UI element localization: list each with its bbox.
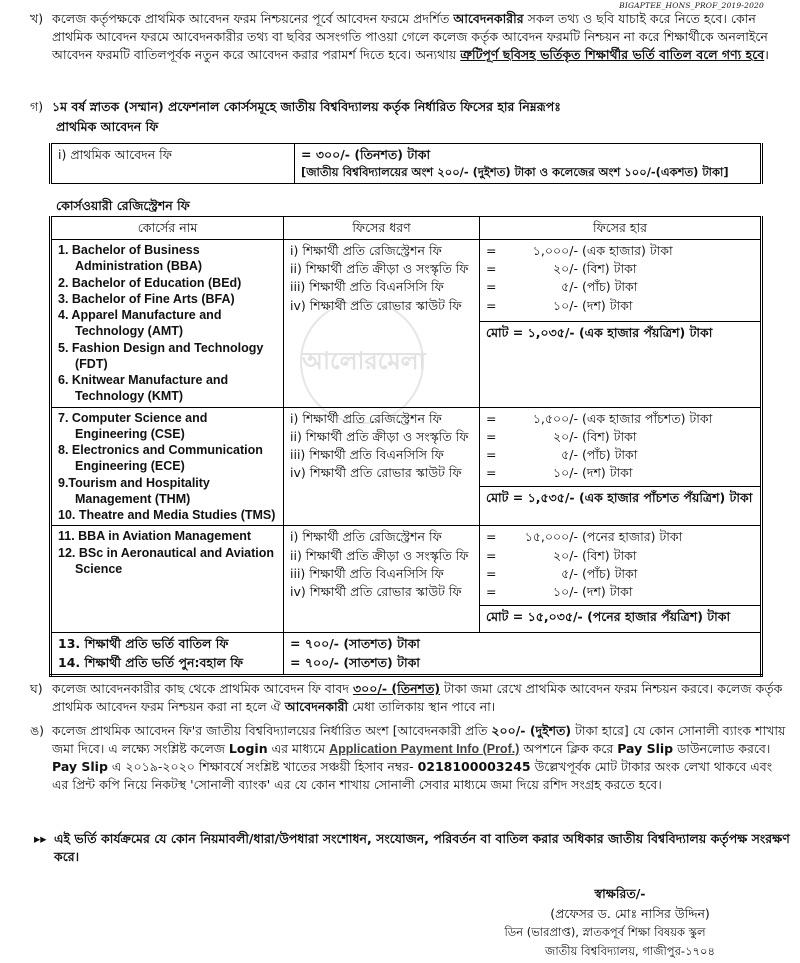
rate-eq: = [486, 465, 497, 480]
course-name: 1. Bachelor of Business Administration (BBA) [58, 243, 203, 274]
course-name: 4. Apparel Manufacture and Technology (AMT) [58, 308, 222, 339]
note-text: এই ভর্তি কার্যক্রমের যে কোন নিয়মাবলী/ধারা/উপধারা সংশোধন, সংযোজন, পরিবর্তন বা বাতিল করার অধিকার জাতীয় বিশ্ববিদ্যালয় কর্তৃপক্ষ সংরক্ষণ করে। [54, 831, 790, 865]
signature-title: ডিন (ভারপ্রাপ্ত), স্নাতকপূর্ব শিক্ষা বিষয়ক স্কুল [504, 925, 706, 939]
para-text: ১ম বর্ষ স্নাতক (সম্মান) প্রফেশনাল কোর্সসমূহে জাতীয় বিশ্ববিদ্যালয় কর্তৃক নির্ধারিত ফিসের হার নিম্নরূপঃ [52, 99, 561, 114]
rate-amount: ৫/- [561, 565, 578, 581]
rate-row [486, 464, 754, 482]
rate-eq: = [486, 410, 497, 426]
bold-text: ২০০/- (দুইশত) [491, 723, 572, 738]
text: সকল তথ্য ও ছবি যাচাই করে নিতে হবে। কোন প্রাথমিক আবেদন ফরমে আবেদনকারীর তথ্য বা ছবির অসংগতি পাওয়া গেলে কলেজ কর্তৃক আবেদন ফরমটি নিশ্চয়ন না করে শিক্ষার্থীকে অনলাইনে আবেদন ফরমটি বাতিলপূর্বক নতুন করে আবেদন করার পরামর্শ দিতে হবে। অন্যথায় [52, 11, 768, 63]
course-name: 9.Tourism and Hospitality Management (THM) [58, 475, 210, 506]
rate-eq: = [486, 297, 497, 313]
rate-words: (দশ) টাকা [582, 465, 633, 480]
signature-name: (প্রফেসর ড. মোঃ নাসির উদ্দিন) [550, 906, 710, 921]
rate-words: (পাঁচ) টাকা [582, 446, 638, 462]
rate-words: (পাঁচ) টাকা [582, 279, 638, 295]
rate-words: (পনের হাজার) টাকা [582, 529, 683, 545]
fee-type: iii) শিক্ষার্থী প্রতি বিএনসিসি ফি [290, 565, 444, 581]
rate-row [486, 242, 754, 260]
para-marker: খ) [30, 11, 44, 26]
prelim-fee-table [49, 143, 763, 184]
rate-eq: = [486, 583, 497, 599]
text: কলেজ আবেদনকারীর কাছ থেকে প্রাথমিক আবেদন ফি বাবদ [52, 681, 353, 696]
extra-labels [51, 633, 284, 675]
fee-type-list [284, 240, 480, 408]
rate-row [486, 278, 754, 296]
rate-eq: = [486, 565, 497, 581]
rate-eq: = [486, 547, 497, 563]
text: মেধা তালিকায় স্থান পাবে না। [348, 699, 496, 715]
rate-row [486, 583, 754, 601]
extra-fee-value: = ৭০০/- (সাতশত) টাকা [290, 654, 420, 670]
fee-type: ii) শিক্ষার্থী প্রতি ক্রীড়া ও সংস্কৃতি ফি [290, 428, 469, 444]
bold-text: ৩০০/- (তিনশত) [352, 681, 441, 696]
bold-text: Pay Slip [52, 759, 108, 775]
rate-amount: ১০/- [553, 297, 578, 313]
para-gha [8, 680, 792, 716]
course-name: 8. Electronics and Communication Engineering (ECE) [58, 443, 263, 474]
fee-type: iv) শিক্ষার্থী প্রতি রোভার স্কাউট ফি [290, 297, 462, 313]
text: অপশনে ক্লিক করে [519, 741, 618, 757]
course-name: 11. BBA in Aviation Management [58, 529, 252, 544]
fee-type: ii) শিক্ষার্থী প্রতি ক্রীড়া ও সংস্কৃতি ফি [290, 547, 469, 563]
extra-values [284, 633, 762, 675]
bold-underlined-text: ত্রুটিপূর্ণ ছবিসহ ভর্তিকৃত শিক্ষার্থীর ভর্তি বাতিল বলে গণ্য হবে [460, 47, 765, 63]
rate-amount: ১৫,০০০/- [524, 529, 578, 545]
rate-eq: = [486, 428, 497, 444]
header-course: কোর্সের নাম [51, 217, 284, 240]
account-number: 0218100003245 [417, 759, 531, 775]
course-name: 3. Bachelor of Fine Arts (BFA) [58, 291, 235, 306]
document-code: BIGAPTEE_HONS_PROF_2019-2020 [619, 1, 764, 10]
rate-words: (বিশ) টাকা [582, 261, 637, 277]
para-marker: ঙ) [30, 723, 45, 738]
rate-row [486, 565, 754, 583]
prelim-heading: প্রাথমিক আবেদন ফি [56, 119, 159, 134]
rate-words: (এক হাজার) টাকা [582, 243, 673, 259]
rate-words: (এক হাজার পাঁচশত) টাকা [582, 410, 713, 426]
fee-type: ii) শিক্ষার্থী প্রতি ক্রীড়া ও সংস্কৃতি ফি [290, 261, 469, 277]
rate-amount: ১০/- [553, 465, 578, 480]
fee-type: iv) শিক্ষার্থী প্রতি রোভার স্কাউট ফি [290, 465, 462, 480]
course-name: 7. Computer Science and Engineering (CSE) [58, 410, 208, 441]
course-list [51, 526, 284, 633]
fee-type: iii) শিক্ষার্থী প্রতি বিএনসিসি ফি [290, 279, 444, 295]
table-header-row [51, 217, 762, 240]
course-name: 10. Theatre and Media Studies (TMS) [58, 508, 276, 523]
table-row [51, 633, 762, 675]
fee-type: i) শিক্ষার্থী প্রতি রেজিস্ট্রেশন ফি [290, 529, 442, 545]
rate-words: (দশ) টাকা [582, 297, 633, 313]
table-row [51, 240, 762, 408]
rate-list [480, 407, 762, 526]
prelim-detail: [জাতীয় বিশ্ববিদ্যালয়ের অংশ ২০০/- (দুইশত) টাকা ও কলেজের অংশ ১০০/-(একশত) টাকা] [301, 165, 729, 180]
header-rate: ফিসের হার [480, 217, 762, 240]
rate-row [486, 547, 754, 565]
para-text [52, 10, 792, 64]
prelim-item-label: i) প্রাথমিক আবেদন ফি [58, 147, 172, 162]
rate-eq: = [486, 243, 497, 259]
header-fee-type: ফিসের ধরণ [284, 217, 480, 240]
para-text [52, 680, 792, 716]
bold-text: Pay Slip [617, 741, 674, 757]
prelim-amount-cell [295, 144, 762, 184]
bold-text: আবেদনকারীর [453, 11, 524, 26]
rate-total: মোট = ১,৫৩৫/- (এক হাজার পাঁচশত পঁয়ত্রিশ) টাকা [480, 486, 760, 509]
rate-words: (বিশ) টাকা [582, 547, 637, 563]
rate-amount: ১,৫০০/- [532, 410, 578, 426]
rate-row [486, 260, 754, 278]
para-text [52, 722, 792, 795]
course-list [51, 240, 284, 408]
rate-row [486, 428, 754, 446]
rate-row [486, 410, 754, 428]
course-name: 5. Fashion Design and Technology (FDT) [58, 340, 264, 371]
rate-words: (পাঁচ) টাকা [582, 565, 638, 581]
table-row [51, 526, 762, 633]
rate-list [480, 240, 762, 408]
bold-text: Login [228, 741, 268, 757]
rate-total: মোট = ১,০৩৫/- (এক হাজার পঁয়ত্রিশ) টাকা [480, 321, 760, 344]
application-payment-info-link[interactable]: Application Payment Info (Prof.) [329, 742, 520, 757]
text: ডাউনলোড করবে। [673, 741, 771, 757]
rate-words: (বিশ) টাকা [582, 428, 637, 444]
text: টাকা জমা রেখে প্রাথমিক আবেদন ফরম নিশ্চয়ন করবে। কলেজ কর্তৃক প্রাথমিক আবেদন ফরম নিশ্চয়ন করা না হলে ঐ [52, 681, 783, 715]
rate-row [486, 528, 754, 546]
note [8, 830, 792, 866]
fee-type-list [284, 526, 480, 633]
prelim-item [51, 144, 295, 184]
para-kha [8, 10, 792, 64]
rate-amount: ১০/- [553, 583, 578, 599]
arrow-bullet-icon: ▸▸ [34, 831, 47, 846]
rate-amount: ২০/- [553, 261, 578, 277]
rate-eq: = [486, 279, 497, 295]
fee-type: iii) শিক্ষার্থী প্রতি বিএনসিসি ফি [290, 446, 444, 462]
text: এর মাধ্যমে [267, 741, 330, 757]
fee-type: i) শিক্ষার্থী প্রতি রেজিস্ট্রেশন ফি [290, 243, 442, 259]
rate-eq: = [486, 529, 497, 545]
rate-amount: ১,০০০/- [532, 243, 578, 259]
signature-signed: স্বাক্ষরিত/- [594, 886, 646, 901]
extra-fee-label: 14. শিক্ষার্থী প্রতি ভর্তি পুন:বহাল ফি [58, 654, 243, 670]
text: উল্লেখপূর্বক মোট টাকার অংক লেখা থাকবে এবং এর প্রিন্ট কপি নিয়ে নিকটস্থ 'সোনালী ব্যাংক' এর যে কোন শাখায় সোনালী সেবার মাধ্যমে জমা দিয়ে রশিদ সংগ্রহ করতে হবে। [52, 759, 773, 793]
rate-amount: ৫/- [561, 446, 578, 462]
rate-list [480, 526, 762, 633]
extra-fee-label: 13. শিক্ষার্থী প্রতি ভর্তি বাতিল ফি [58, 636, 229, 652]
table-row [51, 407, 762, 526]
text: টাকা হারে] যে কোন সোনালী ব্যাংক শাখায় জমা দিবে। এ লক্ষ্যে সংশ্লিষ্ট কলেজ [52, 723, 786, 757]
reg-heading: কোর্সওয়ারী রেজিস্ট্রেশন ফি [56, 198, 190, 213]
bold-text: আবেদনকারী [284, 699, 349, 715]
text: । [764, 47, 769, 63]
reg-fee-table [49, 216, 763, 677]
rate-total: মোট = ১৫,০৩৫/- (পনের হাজার পঁয়ত্রিশ) টাকা [480, 605, 760, 628]
para-umo [8, 722, 792, 795]
rate-row [486, 297, 754, 315]
signature-org: জাতীয় বিশ্ববিদ্যালয়, গাজীপুর-১৭০৪ [545, 944, 715, 958]
course-name: 12. BSc in Aeronautical and Aviation Science [58, 545, 275, 576]
fee-type: i) শিক্ষার্থী প্রতি রেজিস্ট্রেশন ফি [290, 410, 442, 426]
fee-type: iv) শিক্ষার্থী প্রতি রোভার স্কাউট ফি [290, 583, 462, 599]
rate-words: (দশ) টাকা [582, 583, 633, 599]
text: এ ২০১৯-২০২০ শিক্ষাবর্ষে সংশ্লিষ্ট খাতের সঞ্চয়ী হিসাব নম্বর- [107, 759, 418, 775]
para-marker: ঘ) [30, 681, 43, 696]
course-list [51, 407, 284, 526]
fee-type-list [284, 407, 480, 526]
rate-row [486, 446, 754, 464]
rate-amount: ২০/- [553, 547, 578, 563]
rate-amount: ৫/- [561, 279, 578, 295]
prelim-amount: = ৩০০/- (তিনশত) টাকা [301, 147, 431, 162]
extra-fee-value: = ৭০০/- (সাতশত) টাকা [290, 636, 420, 652]
para-ga [8, 98, 792, 116]
rate-eq: = [486, 446, 497, 462]
rate-amount: ২০/- [553, 428, 578, 444]
course-name: 6. Knitwear Manufacture and Technology (KMT) [58, 373, 229, 404]
course-name: 2. Bachelor of Education (BEd) [58, 275, 242, 290]
text: কলেজ কর্তৃপক্ষকে প্রাথমিক আবেদন ফরম নিশ্চয়নের পূর্বে আবেদন ফরমে প্রদর্শিত [52, 11, 454, 26]
watermark-text: আলোরমেলা [302, 347, 426, 375]
rate-eq: = [486, 261, 497, 277]
text: কলেজ প্রাথমিক আবেদন ফি'র জাতীয় বিশ্ববিদ্যালয়ের নির্ধারিত অংশ [আবেদনকারী প্রতি [52, 723, 492, 738]
para-marker: গ) [30, 99, 44, 114]
